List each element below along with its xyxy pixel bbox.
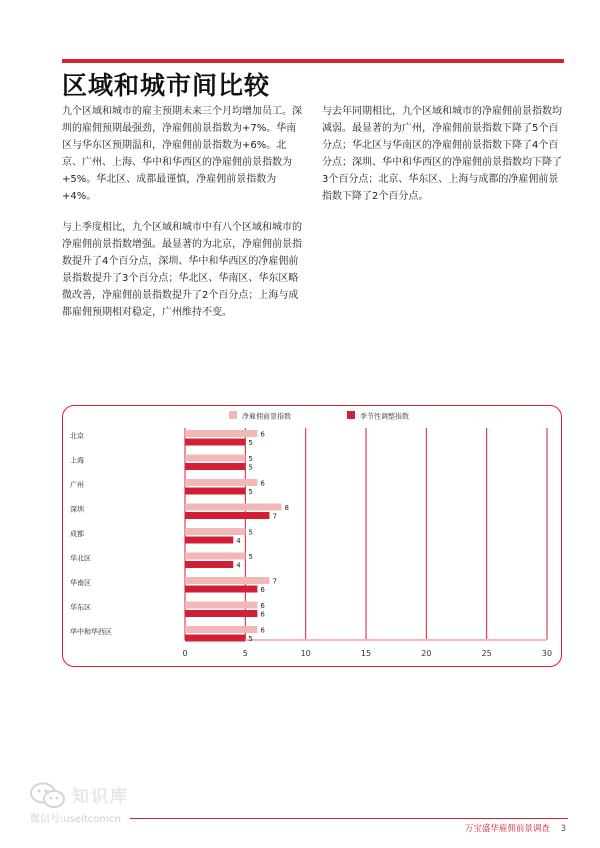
bar [185,577,269,584]
data-label: 5 [248,635,253,643]
data-label: 4 [236,561,241,570]
data-label: 4 [236,537,241,545]
x-tick-label: 15 [360,649,372,658]
bar [185,479,257,486]
x-tick-label: 0 [182,649,188,658]
bar [185,528,245,535]
x-tick-label: 25 [481,649,492,658]
bar [185,430,257,437]
category-label: 上海 [70,456,84,465]
category-label: 华东区 [70,603,91,612]
brand-watermark: 知识库 [72,787,129,807]
bar [185,561,233,568]
paragraph: 与去年同期相比，九个区域和城市的净雇佣前景指数均减弱。最显著的为广州，净雇佣前景指数下降了5个百分点；华北区与华南区的净雇佣前景指数下降了4个百分点；深圳、华中和华西区的净雇佣前景指数均下降了3个百分点；北京、华东区、上海与成都的净雇佣前景指数下降了2个百分点。 [322,106,562,202]
data-label: 5 [248,488,253,496]
x-tick-label: 10 [300,649,311,658]
bar [185,504,282,511]
legend-swatch [347,411,355,419]
category-label: 华中和华西区 [70,628,112,636]
bar [185,512,269,519]
data-label: 5 [248,528,253,537]
paragraph: 九个区域和城市的雇主预期未来三个月均增加员工。深圳的雇佣预期最强劲，净雇佣前景指数为+7%。华南区与华东区预期温和，净雇佣前景指数为+6%。北京、广州、上海、华中和华西区的净雇佣前景指数为+5%。华北区、成都最谨慎，净雇佣前景指数为+4%。 [62,106,302,202]
data-label: 6 [260,586,265,594]
report-title: 万宝盛华雇佣前景调查 [464,824,550,834]
data-label: 6 [260,602,265,610]
bar [185,439,245,446]
paragraph: 与上季度相比，九个区域和城市中有八个区域和城市的净雇佣前景指数增强。最显著的为北京，净雇佣前景指数提升了4个百分点，深圳、华中和华西区的净雇佣前景指数提升了3个百分点；华北区、华南区、华东区略微改善，净雇佣前景指数提升了2个百分点；上海与成都雇佣预期相对稳定，广州维持不变。 [62,222,302,318]
data-label: 5 [248,463,253,472]
footer [465,822,566,834]
data-label: 6 [260,610,265,619]
bar [185,537,233,544]
x-tick-label: 5 [242,649,248,658]
data-label: 8 [284,504,290,512]
data-label: 6 [260,479,265,488]
data-label: 5 [248,553,253,561]
category-label: 北京 [70,432,84,440]
wechat-watermark [30,780,140,826]
wechat-icon [30,782,66,810]
data-label: 7 [272,512,277,521]
bar [185,610,257,617]
data-label: 6 [260,626,265,635]
page-number: 3 [560,824,566,834]
page-title: 区域和城市间比较 [62,71,271,100]
data-label: 5 [248,439,253,447]
data-label: 7 [272,577,277,586]
x-tick-label: 20 [421,649,432,658]
bar [185,455,245,462]
footer-rule [130,818,568,819]
legend-swatch [229,411,237,419]
bar [185,586,257,593]
category-label: 华南区 [70,579,91,587]
legend-label: 净雇佣前景指数 [242,412,291,421]
bar [185,463,245,470]
data-label: 6 [260,430,265,439]
bar [185,553,245,560]
category-label: 华北区 [70,554,91,563]
wechat-id: 微信号:useitcomcn [30,814,121,825]
bar [185,602,257,609]
category-label: 成都 [70,530,84,538]
category-label: 广州 [70,481,84,489]
legend-label: 季节性调整指数 [360,412,409,421]
bar [185,626,257,633]
data-label: 5 [248,455,253,463]
x-tick-label: 30 [541,649,553,658]
bar [185,635,245,642]
bar [185,488,245,495]
category-label: 深圳 [70,505,84,514]
